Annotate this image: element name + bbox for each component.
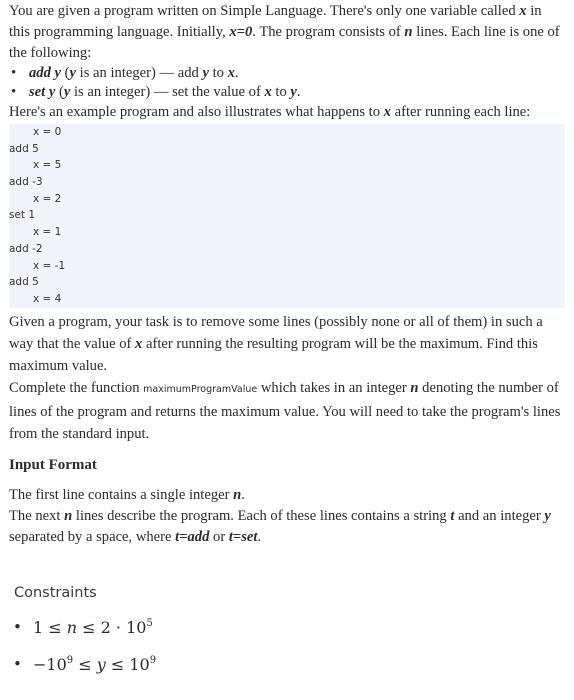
code-line: set 1: [9, 209, 36, 222]
var-n: n: [404, 24, 413, 40]
code-line: add -3: [9, 176, 43, 189]
code-line: x = 2: [33, 192, 62, 205]
code-line: x = 1: [33, 226, 62, 239]
code-line: add -2: [9, 242, 43, 255]
input-line-2: The next n lines describe the program. Each of these lines contains a string t and an integer y separated by a space, where t=add or t=set.: [9, 507, 551, 545]
task-paragraph: Given a program, your task is to remove some lines (possibly none or all of them) in such a way that the value of x after running the resulting program will be the maximum. Find this maximum value.: [9, 313, 543, 374]
code-line: x = 0: [33, 126, 62, 138]
list-item: • add y (y is an integer) — add y to x.: [9, 64, 565, 83]
code-line: add 5: [9, 142, 39, 155]
constraints-heading: Constraints: [14, 584, 97, 601]
input-line-1: The first line contains a single integer n.: [9, 486, 245, 503]
initial-value: x=0: [229, 24, 253, 40]
intro-text: . The program consists of: [252, 24, 405, 40]
input-format-heading: Input Format: [9, 456, 97, 473]
intro-text: in this programming language. Initially,: [9, 3, 542, 40]
constraint-y: • $-10^9 \le y \le 10^9$: [9, 646, 565, 683]
intro-text: You are given a program written on Simple Language. There's only one variable called: [9, 3, 520, 19]
intro-paragraph: [9, 1, 565, 64]
constraints-list: [9, 609, 565, 683]
problem-statement: [9, 0, 565, 683]
function-name: maximumProgramValue: [143, 383, 258, 395]
example-code-block: [9, 124, 565, 308]
code-line: add 5: [9, 276, 39, 289]
example-intro: Here's an example program and also illustrates what happens to x after running each line:: [9, 104, 531, 120]
constraint-n: • $1 \le n \le 2 \cdot 10^5$: [9, 609, 565, 646]
command-list: [9, 64, 565, 102]
var-x: x: [519, 3, 527, 19]
list-item: • set y (y is an integer) — set the value of x to y.: [9, 83, 565, 102]
code-line: x = 5: [33, 159, 62, 172]
code-line: x = 4: [33, 292, 62, 305]
function-paragraph: Complete the function maximumProgramValue which takes in an integer n denoting the number of lines of the program and returns the maximum value. You will need to take the program's lines from the standard input.: [9, 379, 561, 442]
code-line: x = -1: [33, 259, 66, 272]
intro-text: lines. Each line is one of the following:: [9, 24, 560, 61]
